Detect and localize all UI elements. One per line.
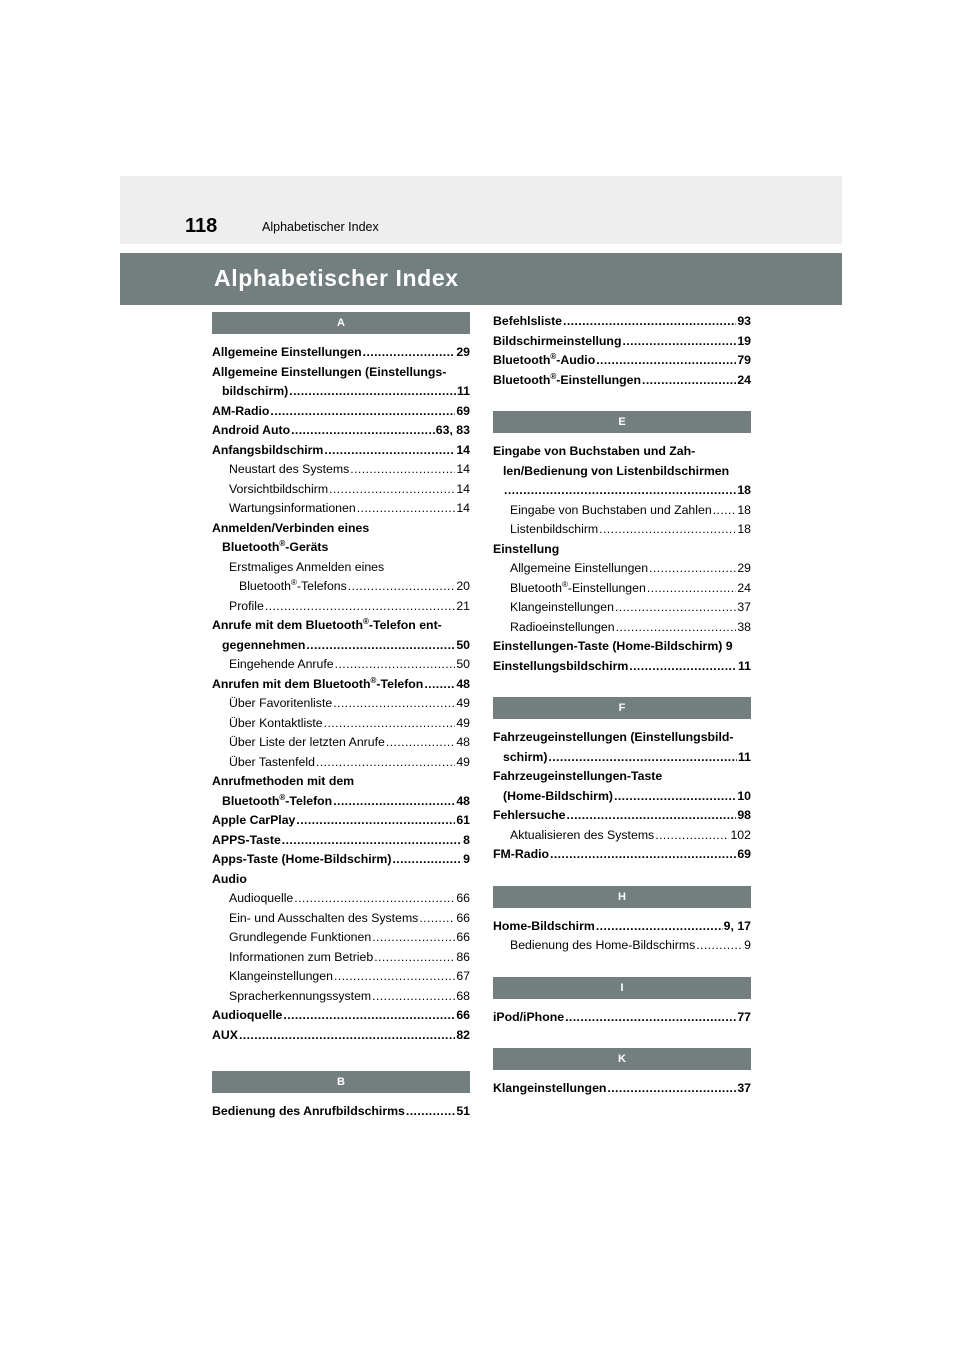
- page-reference: 98: [737, 808, 751, 822]
- page-reference: 102: [730, 827, 751, 842]
- entry-text: len/Bedienung von Listenbildschirmen: [503, 463, 730, 478]
- dot-leader: [329, 480, 455, 500]
- page-reference: 14: [456, 442, 470, 457]
- dot-leader: [642, 371, 736, 391]
- entry-text: Allgemeine Einstellungen: [212, 345, 362, 359]
- entry-text: gegennehmen: [222, 637, 306, 652]
- page-reference: 51: [456, 1104, 470, 1118]
- dot-leader: [504, 481, 736, 501]
- dot-leader: [350, 460, 455, 480]
- dot-leader: [655, 826, 729, 846]
- entry-text: Fahrzeugeinstellungen-Taste: [493, 769, 663, 783]
- entry-text: AM-Radio: [212, 403, 270, 418]
- dot-leader: [596, 351, 736, 371]
- entry-text: Bluetooth®-Telefons: [239, 577, 347, 593]
- dot-leader: [607, 1079, 736, 1099]
- entry-text: Anrufen mit dem Bluetooth®-Telefon: [212, 675, 424, 691]
- page-reference: 61: [456, 813, 470, 827]
- entry-text: Audioquelle: [229, 891, 294, 905]
- dot-leader: [265, 597, 455, 617]
- dot-leader: [548, 748, 737, 768]
- entry-text: Grundlegende Funktionen: [229, 930, 372, 944]
- page-reference: 67: [456, 969, 470, 983]
- entry-text: Über Liste der letzten Anrufe: [229, 735, 385, 749]
- index-entry: [212, 480, 470, 500]
- index-column-right: [493, 312, 751, 1099]
- dot-leader: [565, 1008, 736, 1028]
- page-reference: 93: [737, 314, 751, 328]
- index-entry: [212, 363, 470, 402]
- index-entry: [212, 733, 470, 753]
- entry-text: Klangeinstellungen: [510, 600, 614, 614]
- entry-text: Neustart des Systems: [229, 462, 350, 476]
- entry-text: Bildschirmeinstellung: [493, 333, 622, 348]
- running-title: Alphabetischer Index: [262, 220, 379, 234]
- index-entry: [212, 558, 470, 597]
- index-entry: [493, 579, 751, 599]
- index-section: [493, 886, 751, 956]
- entry-text: Android Auto: [212, 423, 291, 437]
- page-reference: 24: [737, 580, 751, 595]
- entry-text: Klangeinstellungen: [229, 969, 333, 983]
- page-reference: 14: [456, 501, 470, 515]
- index-entry: [212, 850, 470, 870]
- page-reference: 37: [737, 1081, 751, 1095]
- page-reference: 82: [456, 1027, 470, 1042]
- entry-text: Informationen zum Betrieb: [229, 949, 374, 964]
- page-reference: 9: [744, 938, 751, 952]
- entry-text: Eingehende Anrufe: [229, 657, 334, 671]
- page-reference: 10: [737, 788, 751, 803]
- page-reference: 29: [737, 561, 751, 575]
- index-entry: [493, 501, 751, 521]
- dot-leader: [283, 1006, 455, 1026]
- dot-leader: [550, 845, 736, 865]
- entry-text: Profile: [229, 598, 264, 613]
- index-entry: [493, 598, 751, 618]
- index-entry: [493, 826, 751, 846]
- entry-text: APPS-Taste: [212, 832, 281, 847]
- dot-leader: [386, 733, 455, 753]
- index-entry: [493, 520, 751, 540]
- dot-leader: [392, 850, 462, 870]
- page-reference: 11: [738, 658, 751, 673]
- index-entry: [493, 618, 751, 638]
- index-entry: [212, 421, 470, 441]
- index-entry: [493, 767, 751, 806]
- index-entry: [493, 540, 751, 560]
- index-entry: [212, 343, 470, 363]
- dot-leader: [614, 787, 736, 807]
- dot-leader: [629, 657, 737, 677]
- page-reference: 9: [463, 852, 470, 866]
- dot-leader: [696, 936, 743, 956]
- page-number: 118: [185, 215, 218, 237]
- page-reference: 49: [456, 715, 470, 730]
- section-letter-bar: K: [493, 1048, 751, 1070]
- entry-text: Erstmaliges Anmelden eines: [229, 559, 385, 574]
- page-reference: 14: [456, 481, 470, 496]
- index-section: [493, 697, 751, 865]
- page-reference: 68: [456, 988, 470, 1003]
- dot-leader: [372, 928, 455, 948]
- entry-text: Über Kontaktliste: [229, 715, 323, 730]
- page-reference: 24: [737, 372, 751, 387]
- entry-text: Allgemeine Einstellungen (Einstellungs-: [212, 364, 447, 379]
- index-entry: [493, 637, 751, 657]
- dot-leader: [599, 520, 736, 540]
- entry-text: Bluetooth®-Geräts: [222, 538, 329, 554]
- index-entry: [212, 831, 470, 851]
- page-reference: 29: [456, 345, 470, 359]
- entry-text: Fehlersuche: [493, 808, 566, 822]
- dot-leader: [282, 831, 462, 851]
- index-entry: [493, 371, 751, 391]
- entry-text: Apple CarPlay: [212, 813, 296, 827]
- page-reference: 66: [456, 891, 470, 905]
- entry-text: Anrufmethoden mit dem: [212, 774, 355, 788]
- index-entry: [212, 772, 470, 811]
- page-reference: 79: [737, 353, 751, 367]
- index-entry: [212, 616, 470, 655]
- index-entry: [493, 1079, 751, 1099]
- entry-text: Ein- und Ausschalten des Systems: [229, 910, 419, 925]
- page-reference: 48: [456, 793, 470, 808]
- entry-text: Über Favoritenliste: [229, 696, 333, 710]
- dot-leader: [713, 501, 737, 521]
- page-reference: 18: [737, 522, 751, 536]
- index-entry: [212, 928, 470, 948]
- header-band: [120, 176, 842, 244]
- dot-leader: [596, 917, 723, 937]
- page-reference: 11: [457, 384, 470, 398]
- entry-text: Radioeinstellungen: [510, 619, 615, 634]
- index-entry: [212, 597, 470, 617]
- section-letter-bar: B: [212, 1071, 470, 1093]
- section-letter-bar: E: [493, 411, 751, 433]
- page-reference: 69: [737, 847, 751, 861]
- index-entry: [493, 559, 751, 579]
- entry-text: Befehlsliste: [493, 314, 563, 328]
- index-entry: [212, 948, 470, 968]
- index-entry: [493, 657, 751, 677]
- page-reference: 48: [456, 676, 470, 691]
- entry-text: Einstellungen-Taste (Home-Bildschirm) 9: [493, 639, 733, 653]
- dot-leader: [270, 402, 455, 422]
- entry-text: Listenbildschirm: [510, 522, 599, 536]
- page-reference: 63, 83: [435, 423, 470, 437]
- index-entry: [212, 441, 470, 461]
- index-entry: [212, 460, 470, 480]
- dot-leader: [372, 987, 455, 1007]
- dot-leader: [406, 1102, 455, 1122]
- index-entry: [212, 675, 470, 695]
- entry-text: Anfangsbildschirm: [212, 442, 324, 457]
- page-reference: 38: [737, 619, 751, 634]
- index-entry: [212, 655, 470, 675]
- index-entry: [212, 499, 470, 519]
- page-title: Alphabetischer Index: [214, 265, 459, 291]
- entry-text: (Home-Bildschirm): [503, 788, 613, 803]
- entry-text: Bluetooth®-Audio: [493, 351, 596, 367]
- entry-text: Vorsichtbildschirm: [229, 481, 329, 496]
- entry-text: Bluetooth®-Einstellungen: [510, 579, 646, 595]
- entry-text: iPod/iPhone: [493, 1009, 565, 1024]
- index-entry: [212, 1102, 470, 1122]
- dot-leader: [334, 967, 455, 987]
- page-reference: 69: [456, 403, 470, 418]
- entry-text: Klangeinstellungen: [493, 1081, 607, 1095]
- entry-text: Apps-Taste (Home-Bildschirm): [212, 852, 392, 866]
- page-reference: 8: [463, 832, 470, 847]
- section-letter-bar: A: [212, 312, 470, 334]
- page-reference: 49: [456, 754, 470, 769]
- page-reference: 18: [737, 483, 751, 497]
- section-letter-bar: H: [493, 886, 751, 908]
- entry-text: Home-Bildschirm: [493, 918, 595, 933]
- index-entry: [212, 402, 470, 422]
- index-entry: [493, 728, 751, 767]
- page-reference: 21: [456, 598, 470, 613]
- dot-leader: [566, 806, 736, 826]
- entry-text: Über Tastenfeld: [229, 754, 315, 769]
- index-section: [493, 1048, 751, 1099]
- dot-leader: [615, 598, 736, 618]
- index-section: [493, 312, 751, 390]
- dot-leader: [333, 792, 455, 812]
- entry-text: Audioquelle: [212, 1008, 283, 1022]
- index-entry: [212, 694, 470, 714]
- section-letter-bar: F: [493, 697, 751, 719]
- index-entry: [212, 870, 470, 890]
- entry-text: Einstellung: [493, 541, 560, 556]
- entry-text: Aktualisieren des Systems: [510, 827, 655, 842]
- dot-leader: [324, 441, 455, 461]
- index-entry: [212, 1006, 470, 1026]
- dot-leader: [419, 909, 455, 929]
- entry-text: schirm): [503, 749, 548, 764]
- dot-leader: [335, 655, 456, 675]
- dot-leader: [622, 332, 736, 352]
- index-entry: [212, 889, 470, 909]
- page-reference: 77: [737, 1009, 751, 1024]
- index-entry: [493, 845, 751, 865]
- page-reference: 9, 17: [723, 918, 751, 933]
- dot-leader: [357, 499, 456, 519]
- dot-leader: [324, 714, 456, 734]
- index-entry: [493, 1008, 751, 1028]
- index-entry: [212, 753, 470, 773]
- dot-leader: [348, 577, 456, 597]
- index-entry: [212, 519, 470, 558]
- entry-text: Audio: [212, 871, 247, 886]
- index-section: [212, 1071, 470, 1122]
- entry-text: AUX: [212, 1027, 238, 1042]
- dot-leader: [424, 675, 455, 695]
- dot-leader: [616, 618, 737, 638]
- entry-text: Allgemeine Einstellungen: [510, 561, 649, 575]
- index-entry: [493, 332, 751, 352]
- entry-text: bildschirm): [222, 384, 289, 398]
- entry-text: Bluetooth®-Einstellungen: [493, 371, 641, 387]
- dot-leader: [294, 889, 455, 909]
- page-reference: 20: [456, 579, 470, 593]
- index-entry: [212, 714, 470, 734]
- index-entry: [493, 351, 751, 371]
- entry-text: FM-Radio: [493, 847, 550, 861]
- dot-leader: [363, 343, 456, 363]
- page-reference: 50: [456, 657, 470, 671]
- page-reference: 66: [456, 930, 470, 944]
- entry-text: Wartungsinformationen: [229, 501, 356, 515]
- page-reference: 37: [737, 600, 751, 614]
- index-entry: [493, 936, 751, 956]
- dot-leader: [306, 636, 455, 656]
- page-reference: 50: [456, 637, 470, 652]
- dot-leader: [374, 948, 455, 968]
- index-entry: [212, 909, 470, 929]
- page-reference: 11: [738, 749, 751, 764]
- index-entry: [212, 987, 470, 1007]
- entry-text: Anrufe mit dem Bluetooth®-Telefon ent-: [212, 616, 442, 632]
- dot-leader: [296, 811, 455, 831]
- page-reference: 19: [737, 333, 751, 348]
- entry-text: Spracherkennungssystem: [229, 988, 372, 1003]
- entry-text: Bedienung des Home-Bildschirms: [510, 938, 696, 952]
- dot-leader: [239, 1026, 455, 1046]
- entry-text: Bluetooth®-Telefon: [222, 792, 333, 808]
- page-reference: 86: [456, 949, 470, 964]
- index-entry: [493, 917, 751, 937]
- dot-leader: [563, 312, 736, 332]
- entry-text: Bedienung des Anrufbildschirms: [212, 1104, 405, 1118]
- entry-text: Anmelden/Verbinden eines: [212, 520, 370, 535]
- entry-text: Eingabe von Buchstaben und Zahlen: [510, 502, 712, 517]
- page-reference: 66: [456, 910, 470, 925]
- dot-leader: [333, 694, 455, 714]
- dot-leader: [647, 579, 737, 599]
- dot-leader: [289, 382, 456, 402]
- entry-text: Eingabe von Buchstaben und Zah-: [493, 444, 696, 458]
- dot-leader: [291, 421, 435, 441]
- index-section: [493, 977, 751, 1028]
- entry-text: Fahrzeugeinstellungen (Einstellungsbild-: [493, 730, 734, 744]
- page-reference: 18: [737, 502, 751, 517]
- page-reference: 48: [456, 735, 470, 749]
- index-entry: [212, 1026, 470, 1046]
- index-section: [493, 411, 751, 676]
- page-reference: 14: [456, 462, 470, 476]
- section-letter-bar: I: [493, 977, 751, 999]
- index-entry: [212, 811, 470, 831]
- index-entry: [212, 967, 470, 987]
- index-section: [212, 312, 470, 1045]
- index-column-left: [212, 312, 470, 1122]
- index-entry: [493, 806, 751, 826]
- index-entry: [493, 442, 751, 501]
- dot-leader: [316, 753, 455, 773]
- entry-text: Einstellungsbildschirm: [493, 658, 629, 673]
- dot-leader: [649, 559, 736, 579]
- page-reference: 66: [456, 1008, 470, 1022]
- page-reference: 49: [456, 696, 470, 710]
- index-entry: [493, 312, 751, 332]
